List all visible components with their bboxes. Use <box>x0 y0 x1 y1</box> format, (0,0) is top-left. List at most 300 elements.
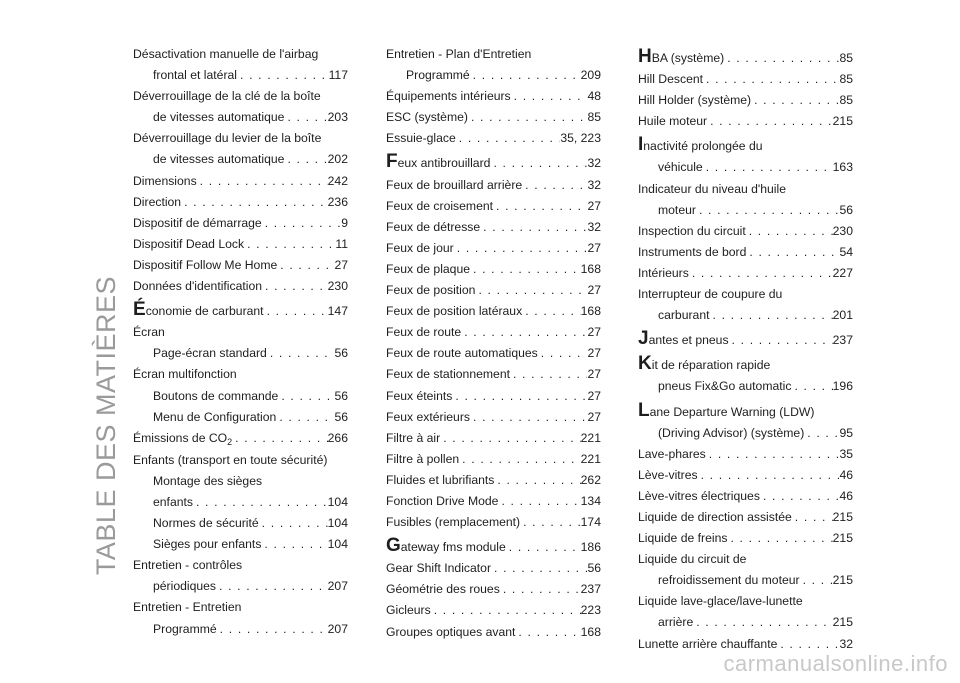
entry-row <box>386 259 601 280</box>
page-number: 27 <box>587 240 601 255</box>
leader-dots <box>746 242 839 263</box>
entry-row <box>386 238 601 259</box>
entry-text: Feux éteints <box>386 388 453 403</box>
entry-title <box>658 376 791 397</box>
entry-text: Dispositif de démarrage <box>133 215 262 230</box>
leader-dots <box>440 428 580 449</box>
page-number: 227 <box>832 265 853 280</box>
entry-row <box>386 217 601 238</box>
entry-row <box>133 107 348 128</box>
index-entry <box>386 217 601 238</box>
entry-row <box>133 65 348 86</box>
entry-title <box>153 149 284 170</box>
page-number: 104 <box>327 516 348 531</box>
entry-text: Huile moteur <box>638 114 708 129</box>
leader-dots <box>459 449 580 470</box>
entry-row <box>386 322 601 343</box>
index-entry <box>638 69 853 90</box>
entry-title <box>386 107 468 128</box>
entry-title <box>153 386 278 407</box>
entry-text: de vitesses automatique <box>153 110 285 125</box>
entry-text: nactivité prolongée du <box>643 139 763 154</box>
index-entry <box>133 386 348 407</box>
entry-title <box>386 491 498 512</box>
entry-first-line: Montage des sièges <box>153 473 263 488</box>
leader-dots <box>693 612 832 633</box>
entry-first-line: Interrupteur de coupure du <box>638 287 783 302</box>
entry-text: antes et pneus <box>648 333 729 348</box>
leader-dots <box>278 386 334 407</box>
entry-row <box>133 619 348 640</box>
entry-text: Fonction Drive Mode <box>386 493 499 508</box>
side-title-text: TABLE DES MATIÈRES <box>91 276 121 576</box>
index-entry <box>386 107 601 128</box>
index-entry <box>386 558 601 579</box>
entry-title <box>638 242 746 263</box>
entry-row <box>638 157 853 178</box>
leader-dots <box>262 276 328 297</box>
entry-row <box>133 192 348 213</box>
entry-title <box>658 423 804 444</box>
drop-letter: É <box>133 299 146 321</box>
entry-title <box>658 200 696 221</box>
entry-text: (Driving Advisor) (système) <box>658 425 805 440</box>
entry-row <box>386 175 601 196</box>
entry-row <box>638 330 853 351</box>
entry-row <box>386 364 601 385</box>
entry-title <box>638 486 760 507</box>
page-number: 56 <box>334 346 348 361</box>
leader-dots <box>703 69 839 90</box>
drop-letter: F <box>386 151 398 173</box>
leader-dots <box>500 579 581 600</box>
entry-title <box>386 238 454 259</box>
entry-text: Feux de croisement <box>386 198 494 213</box>
page-number: 56 <box>334 409 348 424</box>
entry-text: conomie de carburant <box>145 304 264 319</box>
entry-text: Lève-vitres <box>638 467 698 482</box>
page-number: 168 <box>580 304 601 319</box>
leader-dots <box>538 343 588 364</box>
leader-dots <box>800 570 833 591</box>
index-entry <box>638 444 853 465</box>
entry-title <box>386 470 494 491</box>
entry-text: périodiques <box>153 579 217 594</box>
index-entry <box>638 549 853 591</box>
entry-row <box>638 444 853 465</box>
entry-row <box>386 128 601 149</box>
entry-row <box>638 242 853 263</box>
index-entry <box>638 90 853 111</box>
page-number: 134 <box>580 493 601 508</box>
entry-title <box>133 301 264 322</box>
index-entry <box>386 301 601 322</box>
index-entry <box>386 44 601 86</box>
entry-row <box>638 528 853 549</box>
entry-text: Feux de route <box>386 325 462 340</box>
page-number: 230 <box>832 223 853 238</box>
entry-title <box>386 217 480 238</box>
index-entry <box>386 428 601 449</box>
index-entry <box>386 622 601 643</box>
leader-dots <box>461 322 587 343</box>
leader-dots <box>710 305 833 326</box>
index-entry <box>386 537 601 558</box>
entry-text: Fusibles (remplacement) <box>386 515 521 530</box>
leader-dots <box>217 619 328 640</box>
leader-dots <box>237 65 329 86</box>
entry-row <box>638 263 853 284</box>
entry-text: Données d'identification <box>133 279 263 294</box>
page-number: 9 <box>341 215 348 230</box>
index-entry <box>386 491 601 512</box>
entry-title <box>386 175 522 196</box>
entry-row <box>133 171 348 192</box>
entry-first-line: Entretien - Entretien <box>133 600 242 615</box>
entry-row <box>386 86 601 107</box>
entry-row <box>386 107 601 128</box>
index-entry <box>638 221 853 242</box>
page-number: 48 <box>587 89 601 104</box>
entry-title <box>386 364 510 385</box>
entry-row <box>638 305 853 326</box>
entry-text: Feux de jour <box>386 240 454 255</box>
entry-text: Normes de sécurité <box>153 516 259 531</box>
index-entry <box>638 284 853 326</box>
index-entry <box>133 322 348 343</box>
leader-dots <box>689 263 833 284</box>
entry-title <box>133 192 181 213</box>
index-entry <box>386 196 601 217</box>
index-entry <box>386 579 601 600</box>
index-entry <box>638 399 853 444</box>
entry-row <box>133 407 348 428</box>
leader-dots <box>511 86 588 107</box>
entry-text: pneus Fix&Go automatic <box>658 379 792 394</box>
entry-text: Boutons de commande <box>153 388 279 403</box>
entry-text: Programmé <box>153 621 217 636</box>
leader-dots <box>284 107 327 128</box>
leader-dots <box>244 234 335 255</box>
entry-row <box>638 200 853 221</box>
index-entry <box>386 470 601 491</box>
leader-dots <box>760 486 840 507</box>
index-column-3 <box>638 44 853 655</box>
index-entry <box>386 512 601 533</box>
entry-text: Feux de brouillard arrière <box>386 177 523 192</box>
entry-title <box>658 570 800 591</box>
index-entry <box>638 242 853 263</box>
page-number: 46 <box>839 467 853 482</box>
index-entry <box>386 153 601 174</box>
entry-text: Feux de position <box>386 283 476 298</box>
entry-title <box>153 107 284 128</box>
page-number: 56 <box>839 202 853 217</box>
entry-first-line <box>638 399 853 423</box>
side-title <box>82 36 122 576</box>
page-number: 202 <box>327 152 348 167</box>
entry-text: Page-écran standard <box>153 346 267 361</box>
index-entry <box>386 343 601 364</box>
leader-dots <box>804 423 839 444</box>
leader-dots <box>470 407 587 428</box>
leader-dots <box>276 407 334 428</box>
entry-heading: Enfants (transport en toute sécurité) <box>133 452 328 467</box>
page-number: 203 <box>327 110 348 125</box>
entry-title <box>638 48 724 69</box>
entry-row <box>386 280 601 301</box>
entry-title <box>638 330 729 351</box>
drop-letter: J <box>638 328 649 350</box>
leader-dots <box>181 192 328 213</box>
entry-text: Dispositif Dead Lock <box>133 236 245 251</box>
entry-title <box>386 280 475 301</box>
page-number: 215 <box>832 615 853 630</box>
index-entry <box>638 136 853 178</box>
leader-dots <box>707 111 833 132</box>
leader-dots <box>706 444 840 465</box>
entry-first-line: Entretien - Plan d'Entretien <box>386 47 532 61</box>
entry-title <box>133 234 244 255</box>
leader-dots <box>216 576 328 597</box>
entry-text: Menu de Configuration <box>153 409 277 424</box>
leader-dots <box>431 600 581 621</box>
page-number: 32 <box>587 177 601 192</box>
entry-row <box>133 428 348 450</box>
leader-dots <box>470 259 581 280</box>
index-entry <box>386 449 601 470</box>
entry-title <box>153 407 276 428</box>
index-entry <box>386 86 601 107</box>
index-entry <box>133 534 348 555</box>
entry-title <box>386 128 456 149</box>
entry-text: Hill Holder (système) <box>638 93 752 108</box>
entry-row <box>386 579 601 600</box>
drop-letter: L <box>638 399 650 421</box>
index-entry <box>133 471 348 513</box>
index-entry <box>638 179 853 221</box>
entry-text: BA (système) <box>651 51 725 65</box>
entry-title <box>133 213 262 234</box>
page-number: 221 <box>580 430 601 445</box>
entry-text: Fluides et lubrifiants <box>386 472 495 487</box>
index-entry <box>386 322 601 343</box>
index-entry <box>638 591 853 633</box>
entry-title <box>386 153 490 174</box>
entry-heading: Écran multifonction <box>133 367 237 382</box>
leader-dots <box>470 65 581 86</box>
entry-title <box>386 196 493 217</box>
page-number: 27 <box>334 257 348 272</box>
page-number: 223 <box>580 603 601 618</box>
entry-text: Feux de position latéraux <box>386 304 523 319</box>
leader-dots <box>262 213 342 234</box>
index-entry <box>638 528 853 549</box>
entry-text: Dimensions <box>133 173 197 188</box>
entry-row <box>133 213 348 234</box>
entry-text: Intérieurs <box>638 265 689 280</box>
entry-text: frontal et latéral <box>153 68 238 83</box>
page-number: 35 <box>839 446 853 461</box>
drop-letter: I <box>638 134 644 156</box>
entry-row <box>133 149 348 170</box>
entry-title <box>153 343 267 364</box>
page-number: 168 <box>580 261 601 276</box>
page-number: 104 <box>327 537 348 552</box>
entry-row <box>386 600 601 621</box>
entry-row <box>386 622 601 643</box>
entry-row <box>133 534 348 555</box>
index-entry <box>638 48 853 69</box>
entry-row <box>638 48 853 69</box>
index-entry <box>386 600 601 621</box>
entry-text: Équipements intérieurs <box>386 89 511 104</box>
entry-row <box>638 221 853 242</box>
entry-title <box>133 255 277 276</box>
page-number: 215 <box>832 509 853 524</box>
index-entry <box>133 343 348 364</box>
entry-row <box>386 449 601 470</box>
leader-dots <box>751 90 839 111</box>
page-number: 85 <box>839 51 853 65</box>
leader-dots <box>792 507 833 528</box>
page-number: 27 <box>587 388 601 403</box>
index-entry <box>638 507 853 528</box>
leader-dots <box>510 364 587 385</box>
entry-text: it de réparation rapide <box>651 358 771 373</box>
entry-first-line <box>638 136 853 157</box>
index-entry <box>133 255 348 276</box>
entry-text: Feux de détresse <box>386 219 481 234</box>
page-number: 262 <box>580 472 601 487</box>
entry-row <box>386 301 601 322</box>
leader-dots <box>698 465 840 486</box>
entry-row <box>133 343 348 364</box>
entry-text: enfants <box>153 494 193 509</box>
index-entry <box>133 128 348 170</box>
entry-title <box>153 619 217 640</box>
leader-dots <box>475 280 587 301</box>
leader-dots <box>490 153 587 174</box>
entry-title <box>386 600 431 621</box>
leader-dots <box>454 238 588 259</box>
page-number: 32 <box>587 219 601 234</box>
page-number: 27 <box>587 325 601 340</box>
entry-row <box>638 507 853 528</box>
page-number: 27 <box>587 409 601 424</box>
page-number: 207 <box>327 579 348 594</box>
watermark: carmanualsonline.info <box>723 651 948 676</box>
entry-row <box>386 153 601 174</box>
page-number: 237 <box>832 333 853 348</box>
entry-first-line: Déverrouillage du levier de la boîte <box>133 131 322 146</box>
entry-title <box>133 171 197 192</box>
index-entry <box>133 513 348 534</box>
leader-dots <box>456 128 561 149</box>
leader-dots <box>498 491 580 512</box>
entry-row <box>386 558 601 579</box>
entry-text: refroidissement du moteur <box>658 573 800 588</box>
entry-title <box>133 428 232 450</box>
page-number: 230 <box>327 279 348 294</box>
leader-dots <box>468 107 587 128</box>
entry-title <box>386 86 511 107</box>
page-number: 207 <box>327 621 348 636</box>
entry-row <box>386 343 601 364</box>
page-number: 266 <box>327 430 348 445</box>
page-number: 85 <box>587 110 601 125</box>
entry-first-line: Déverrouillage de la clé de la boîte <box>133 89 321 104</box>
entry-row <box>133 576 348 597</box>
page-number: 56 <box>587 561 601 576</box>
leader-dots <box>494 470 580 491</box>
entry-row <box>638 465 853 486</box>
entry-row <box>638 69 853 90</box>
entry-text: Liquide de freins <box>638 531 728 546</box>
entry-title <box>638 444 706 465</box>
drop-letter: K <box>638 353 652 375</box>
leader-dots <box>261 534 327 555</box>
entry-text: Sièges pour enfants <box>153 537 262 552</box>
entry-title <box>638 221 746 242</box>
entry-title <box>638 90 751 111</box>
entry-text: Gear Shift Indicator <box>386 561 491 576</box>
entry-text: Émissions de CO <box>133 430 228 445</box>
index-entry <box>133 450 348 471</box>
entry-row <box>133 386 348 407</box>
entry-row <box>133 234 348 255</box>
entry-row <box>386 407 601 428</box>
entry-title <box>638 263 689 284</box>
index-entry <box>133 86 348 128</box>
entry-text: véhicule <box>658 160 703 175</box>
leader-dots <box>193 492 328 513</box>
index-entry <box>386 280 601 301</box>
leader-dots <box>506 537 581 558</box>
index-entry <box>638 486 853 507</box>
page-number: 85 <box>839 93 853 108</box>
entry-title <box>153 65 237 86</box>
entry-text: Filtre à pollen <box>386 451 460 466</box>
entry-text: eux antibrouillard <box>397 156 491 171</box>
entry-heading: Écran <box>133 325 165 340</box>
page-number: 46 <box>839 488 853 503</box>
page-number: 209 <box>580 68 601 83</box>
entry-title <box>386 428 440 449</box>
page-number: 221 <box>580 451 601 466</box>
index-entry <box>133 192 348 213</box>
entry-text: Groupes optiques avant <box>386 624 516 639</box>
index-entry <box>133 234 348 255</box>
page-number: 54 <box>839 244 853 259</box>
leader-dots <box>703 157 833 178</box>
leader-dots <box>491 558 587 579</box>
entry-title <box>638 507 792 528</box>
entry-first-line: Désactivation manuelle de l'airbag <box>133 47 319 61</box>
index-entry <box>386 407 601 428</box>
entry-title <box>153 534 261 555</box>
entry-title <box>133 276 262 297</box>
index-entry <box>638 330 853 351</box>
leader-dots <box>522 175 587 196</box>
entry-text: Hill Descent <box>638 72 704 87</box>
index-entry <box>133 171 348 192</box>
page-number: 32 <box>587 156 601 171</box>
index-entry <box>133 276 348 297</box>
entry-title <box>658 612 693 633</box>
index-entry <box>133 428 348 450</box>
page-number: 237 <box>580 582 601 597</box>
